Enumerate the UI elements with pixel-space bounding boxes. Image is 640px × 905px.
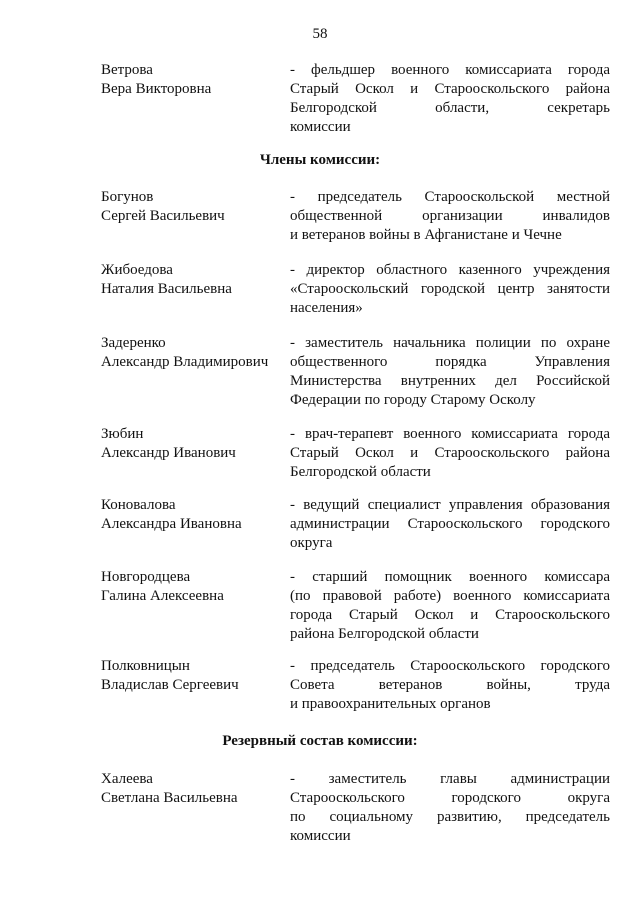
member-role: - директор областного казенного учреждения «Старооскольский городской центр занятости населения» xyxy=(290,262,610,316)
member-name: Задеренко Александр Владимирович xyxy=(101,335,269,370)
member-name: Богунов Сергей Васильевич xyxy=(101,189,225,224)
member-name: Жибоедова Наталия Васильевна xyxy=(101,262,232,297)
member-role: - врач-терапевт военного комиссариата города Старый Оскол и Старооскольского района Белгородской области xyxy=(290,426,610,480)
member-role: - старший помощник военного комиссара (по правовой работе) военного комиссариата города Старый Оскол и Старооскольского района Белгородской области xyxy=(290,569,610,642)
member-role: - председатель Старооскольского городского Совета ветеранов войны, труда и правоохранительных органов xyxy=(290,658,610,712)
secretary-name: Ветрова Вера Викторовна xyxy=(101,62,212,97)
reserve-role: - заместитель главы администрации Старооскольского городского округа по социальному развитию, председатель комиссии xyxy=(290,771,610,844)
reserve-name: Халеева Светлана Васильевна xyxy=(101,771,238,806)
member-name: Новгородцева Галина Алексеевна xyxy=(101,569,224,604)
reserve-heading: Резервный состав комиссии: xyxy=(222,733,418,749)
member-name: Коновалова Александра Ивановна xyxy=(101,497,242,532)
member-role: - заместитель начальника полиции по охране общественного порядка Управления Министерства внутренних дел Российской Федерации по городу Старому Осколу xyxy=(290,335,610,408)
secretary-role: - фельдшер военного комиссариата города Старый Оскол и Старооскольского района Белгородской области, секретарь комиссии xyxy=(290,62,610,135)
member-name: Зюбин Александр Иванович xyxy=(101,426,236,461)
member-name: Полковницын Владислав Сергеевич xyxy=(101,658,239,693)
page-number: 58 xyxy=(312,26,328,42)
members-heading: Члены комиссии: xyxy=(259,152,381,168)
member-role: - председатель Старооскольской местной общественной организации инвалидов и ветеранов войны в Афганистане и Чечне xyxy=(290,189,610,243)
member-role: - ведущий специалист управления образования администрации Старооскольского городского округа xyxy=(290,497,610,551)
